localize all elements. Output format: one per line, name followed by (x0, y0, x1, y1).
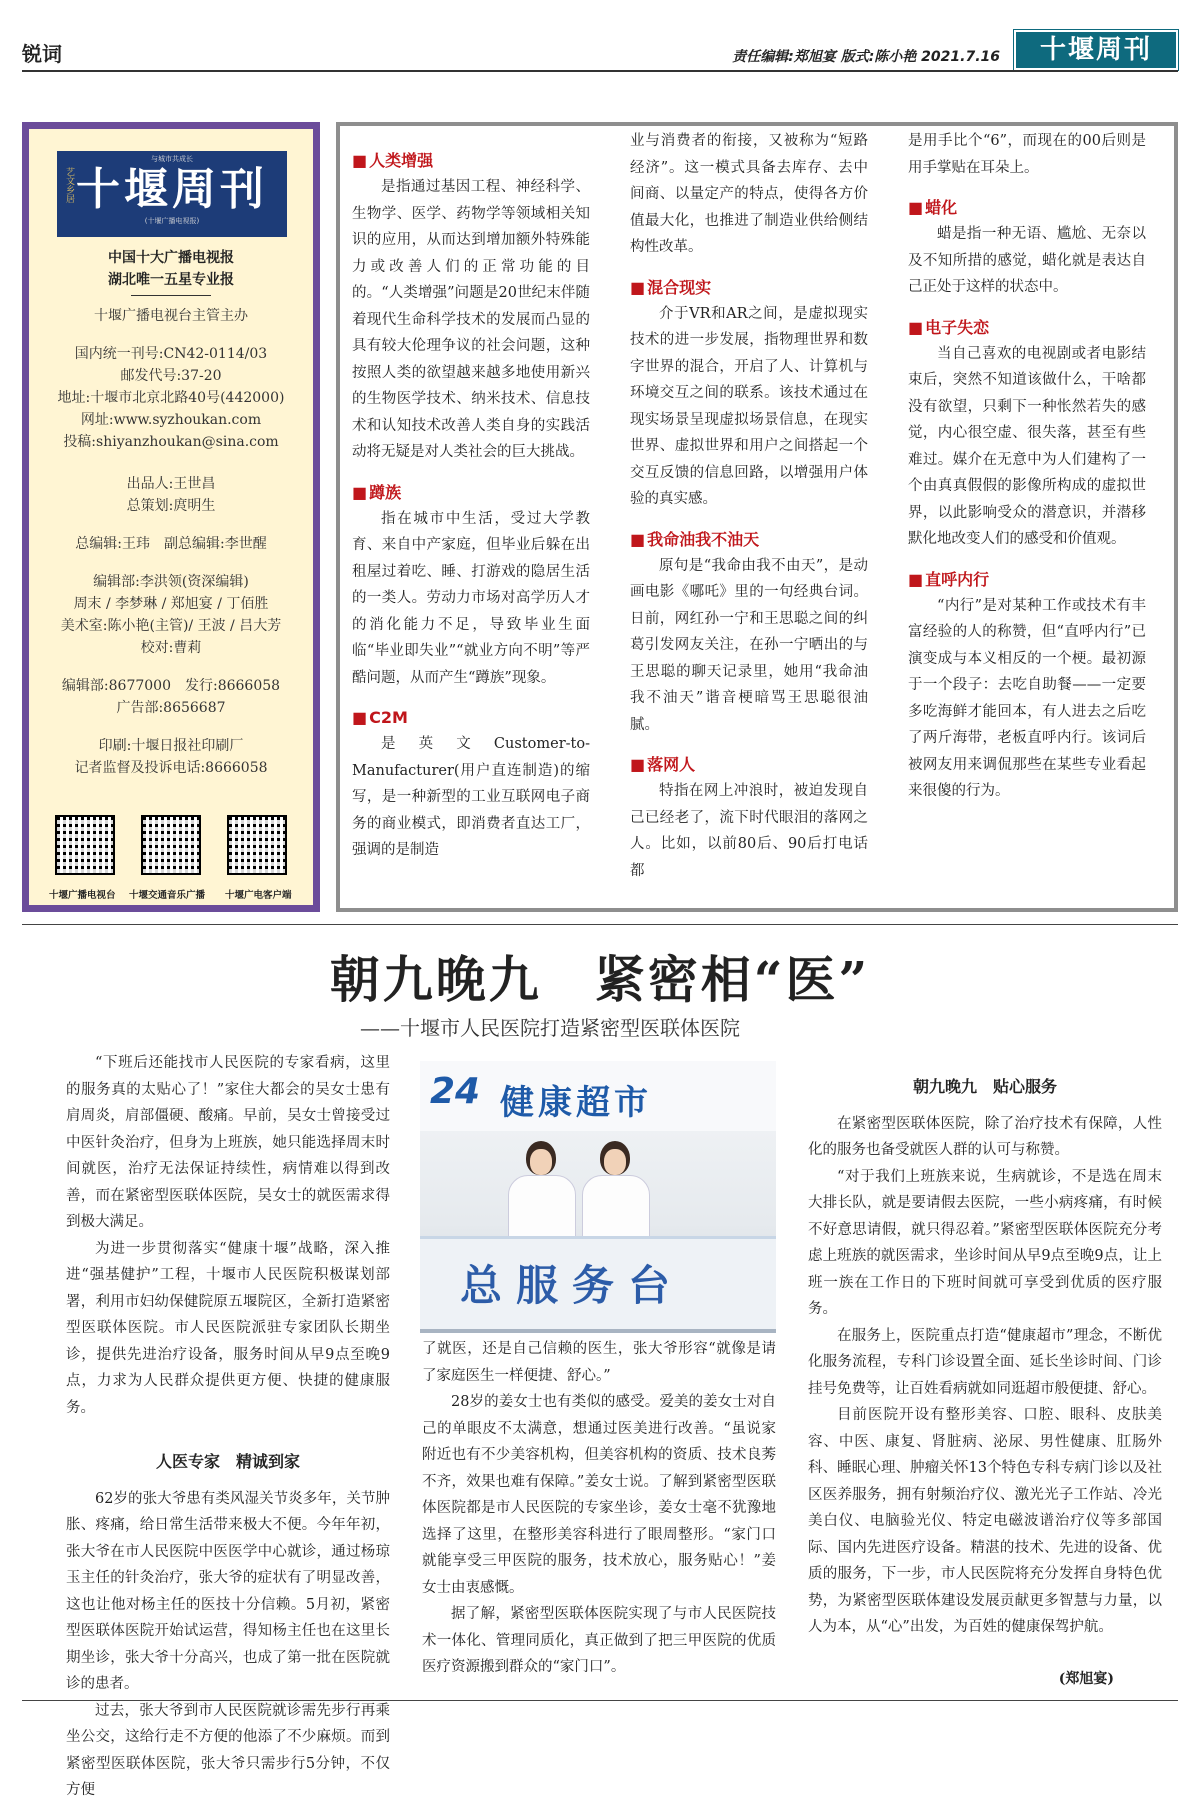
info-line: 总编辑:王玮 副总编辑:李世醒 (75, 536, 267, 552)
glossary-text: 是指通过基因工程、神经科学、生物学、医学、药物学等领域相关知识的应用，从而达到增加额外特殊能力或改善人们的正常功能的目的。“人类增强”问题是20世纪末伴随着现代生命科学技术的发展而凸显的具有较大伦理争议的社会问题，这种按照人类的欲望越来越多地使用新兴的生物医学技术、纳米技术、信息技术和认知技术改善人类自身的实践活动将无疑是对人类社会的巨大挑战。 (352, 179, 590, 460)
qr-code-icon[interactable] (227, 815, 287, 875)
glossary-text: 介于VR和AR之间，是虚拟现实技术的进一步发展，指物理世界和数字世界的混合，开启了人、计算机与环境交互之间的联系。该技术通过在现实场景呈现虚拟场景信息，在现实世界、虚拟世界和用户之间搭起一个交互反馈的信息回路，以增强用户体验的真实感。 (630, 305, 868, 507)
info-line: 美术室:陈小艳(主管)/ 王波 / 吕大芳 (60, 618, 282, 634)
article-paragraph: “对于我们上班族来说，生病就诊，不是选在周末大排长队，就是要请假去医院，一些小病疼痛，有时候不好意思请假，就只得忍着。”紧密型医联体医院充分考虑上班族的就医需求，坐诊时间从早9点至晚9点，让上班一族在工作日的下班时间就可享受到优质的医疗服务。 (808, 1168, 1162, 1317)
tagline-1: 中国十大广播电视报 (108, 250, 234, 266)
article-paragraph: 在服务上，医院重点打造“健康超市”理念，不断优化服务流程，专科门诊设置全面、延长坐诊时间、门诊挂号免费等，让百姓看病就如同逛超市般便捷、舒心。 (808, 1327, 1162, 1397)
section-heading: 人医专家 精诚到家 (155, 1452, 300, 1471)
article-paragraph: 目前医院开设有整形美容、口腔、眼科、皮肤美容、中医、康复、肾脏病、泌尿、男性健康、肛肠外科、睡眠心理、肿瘤关怀13个特色专科专病门诊以及社区医养服务，拥有射频治疗仪、激光光子工作站、冷光美白仪、电脑验光仪、特定电磁波谱治疗仪等多部国际、国内先进医疗设备。精湛的技术、先进的设备、优质的服务，下一步，市人民医院将充分发挥自身特色优势，为紧密型医联体建设发展贡献更多智慧与力量，以人为本，从“心”出发，为百姓的健康保驾护航。 (808, 1407, 1162, 1635)
info-line: 出品人:王世昌 (126, 476, 216, 492)
glossary-term: ■ 蜡化 (908, 195, 1146, 221)
glossary-text: 业与消费者的衔接，又被称为“短路经济”。这一模式具备去库存、去中间商、以量定产的特点，使得各方价值最大化，也推进了制造业供给侧结构性改革。 (630, 133, 868, 255)
glossary-text: “内行”是对某种工作或技术有丰富经验的人的称赞，但“直呼内行”已演变成与本义相反的一个梗。最初源于一个段子：去吃自助餐——一定要多吃海鲜才能回本，有人进去之后吃了两斤海带，老板直呼内行。该词后被网友用来调侃那些在某些专业看起来很傻的行为。 (908, 597, 1146, 799)
masthead-title: 十堰周刊 (76, 164, 268, 215)
article-top-rule (22, 924, 1178, 925)
article-paragraph: 在紧密型医联体医院，除了治疗技术有保障，人性化的服务也备受就医人群的认可与称赞。 (808, 1115, 1162, 1158)
glossary-text: 蜡是指一种无语、尴尬、无奈以及不知所措的感觉，蜡化就是表达自己正处于这样的状态中。 (908, 226, 1146, 295)
info-line: 邮发代号:37-20 (120, 368, 222, 384)
info-line: 广告部:8656687 (116, 700, 226, 716)
masthead-box (22, 122, 320, 912)
tagline-2: 湖北唯一五星专业报 (108, 272, 234, 288)
article-paragraph: 过去，张大爷到市人民医院就诊需先步行再乘坐公交，这给行走不方便的他添了不少麻烦。而到紧密型医联体医院，张大爷只需步行5分钟，不仅方便 (66, 1702, 390, 1798)
author-byline: (郑旭宴) (1058, 1671, 1114, 1687)
glossary-term: ■ 人类增强 (352, 148, 590, 174)
article-paragraph: 28岁的姜女士也有类似的感受。爱美的姜女士对自己的单眼皮不太满意，想通过医美进行改善。“虽说家附近也有不少美容机构，但美容机构的资质、技术良莠不齐，效果也难有保障。”姜女士说。了解到紧密型医联体医院都是市人民医院的专家坐诊，姜女士毫不犹豫地选择了这里，在整形美容科进行了眼周整形。“家门口就能享受三甲医院的服务，技术放心，服务贴心！”姜女士由衷感慨。 (422, 1394, 776, 1596)
article-headline: 朝九晚九 紧密相“医” (329, 950, 871, 1009)
article-paragraph: 62岁的张大爷患有类风湿关节炎多年，关节肿胀、疼痛，给日常生活带来极大不便。今年年初，张大爷在市人民医院中医医学中心就诊，通过杨琼玉主任的针灸治疗，张大爷的症状有了明显改善，这也让他对杨主任的医技十分信赖。5月初，紧密型医联体医院开始试运营，得知杨主任也在这里长期坐诊，张大爷十分高兴，也成了第一批在医院就诊的患者。 (66, 1490, 390, 1692)
article-subhead: ——十堰市人民医院打造紧密型医联体医院 (360, 1016, 740, 1040)
glossary-column-2 (630, 128, 868, 884)
email-link[interactable]: 投稿:shiyanzhoukan@sina.com (63, 434, 279, 450)
article-paragraph: “下班后还能找市人民医院的专家看病，这里的服务真的太贴心了！”家住大都会的吴女士患有肩周炎，肩部僵硬、酸痛。早前，吴女士曾接受过中医针灸治疗，但身为上班族，她只能选择周末时间就医，治疗无法保证持续性，病情难以得到改善，而在紧密型医联体医院，吴女士的就医需求得到极大满足。 (66, 1055, 390, 1230)
editor-credits: 责任编辑:郑旭宴 版式:陈小艳 2021.7.16 (732, 49, 1000, 65)
glossary-text: 是用手比个“6”，而现在的00后则是用手掌贴在耳朵上。 (908, 133, 1146, 176)
section-title: 锐词 (22, 42, 62, 66)
masthead-slogan: 与城市共成长 (151, 155, 193, 163)
service-desk (420, 1236, 776, 1333)
divider (131, 295, 211, 296)
nurse-figure (580, 1141, 650, 1251)
glossary-term: ■ 直呼内行 (908, 567, 1146, 593)
masthead-logo (57, 151, 287, 237)
qr-caption: 十堰广电客户端 (225, 890, 292, 901)
glossary-term: ■ 我命油我不油天 (630, 527, 868, 553)
service-desk-sign: 总服务台 (460, 1261, 685, 1310)
header-rule (22, 70, 1178, 72)
article-photo (420, 1061, 776, 1333)
glossary-text: 当自己喜欢的电视剧或者电影结束后，突然不知道该做什么，干啥都没有欲望，只剩下一种怅然若失的感觉，内心很空虚、很失落，甚至有些难过。媒介在无意中为人们建构了一个由真真假假的影像所构成的虚拟世界，以此影响受众的潜意识，并潜移默化地改变人们的感受和价值观。 (908, 345, 1146, 547)
24-hour-badge: 24 (430, 1071, 481, 1112)
glossary-term: ■ 混合现实 (630, 275, 868, 301)
glossary-text: 是英文Customer-to-Manufacturer(用户直连制造)的缩写，是一种新型的工业互联网电子商务的商业模式，即消费者直达工厂，强调的是制造 (352, 736, 590, 858)
article-paragraph: 了就医，还是自己信赖的医生，张大爷形容“就像是请了家庭医生一样便捷、舒心。” (422, 1341, 776, 1384)
section-heading: 朝九晚九 贴心服务 (912, 1077, 1057, 1096)
masthead-side-text: 艺文乡居 (64, 167, 74, 203)
article-column-middle (422, 1336, 776, 1681)
glossary-term: ■ 落网人 (630, 752, 868, 778)
article-column-left (66, 1050, 390, 1804)
glossary-term: ■ 蹲族 (352, 480, 590, 506)
info-line: 校对:曹莉 (140, 640, 202, 656)
glossary-text: 原句是“我命由我不由天”，是动画电影《哪吒》里的一句经典台词。日前，网红孙一宁和王思聪之间的纠葛引发网友关注，在孙一宁晒出的与王思聪的聊天记录里，她用“我命油我不油天”谐音梗暗骂王思聪很油腻。 (630, 557, 868, 733)
info-line: 国内统一刊号:CN42-0114/03 (74, 346, 268, 362)
article-paragraph: 为进一步贯彻落实“健康十堰”战略，深入推进“强基健护”工程，十堰市人民医院积极谋划部署，利用市妇幼保健院原五堰院区，全新打造紧密型医联体医院。市人民医院派驻专家团队长期坐诊，提供先进治疗设备，服务时间从早9点至晚9点，力求为人民群众提供更方便、快捷的健康服务。 (66, 1240, 390, 1416)
health-market-sign: 健康超市 (500, 1083, 652, 1123)
glossary-term: ■ C2M (352, 705, 590, 731)
glossary-text: 特指在网上冲浪时，被迫发现自己已经老了，流下时代眼泪的落网之人。比如，以前80后、90后打电话都 (630, 783, 868, 879)
info-line: 记者监督及投诉电话:8666058 (74, 760, 268, 776)
nurse-figure (506, 1141, 576, 1251)
qr-code-icon[interactable] (55, 815, 115, 875)
qr-code-icon[interactable] (141, 815, 201, 875)
glossary-column-3 (908, 128, 1146, 805)
glossary-term: ■ 电子失恋 (908, 315, 1146, 341)
glossary-text: 指在城市中生活，受过大学教育、来自中产家庭，但毕业后躲在出租屋过着吃、睡、打游戏的隐居生活的一类人。劳动力市场对高学历人才的消化能力不足，导致毕业生面临“毕业即失业”“就业方向不明”等严酷问题，从而产生“蹲族”现象。 (352, 510, 590, 686)
glossary-column-1 (352, 148, 590, 864)
info-line: 印刷:十堰日报社印刷厂 (98, 738, 244, 754)
header-logo: 十堰周刊 (1014, 30, 1178, 70)
info-line: 地址:十堰市北京北路40号(442000) (57, 390, 285, 406)
info-line: 编辑部:李洪领(资深编辑) (93, 574, 249, 590)
info-line: 编辑部:8677000 发行:8666058 (61, 678, 281, 694)
masthead-subtitle: (十堰广播电视报) (144, 217, 200, 225)
info-line: 周末 / 李梦琳 / 郑旭宴 / 丁佰胜 (73, 596, 269, 612)
article-column-right (808, 1074, 1162, 1641)
photo-sign (420, 1061, 776, 1131)
qr-caption: 十堰交通音乐广播 (129, 890, 206, 901)
sponsor: 十堰广播电视台主管主办 (94, 308, 248, 324)
glossary-box (336, 122, 1178, 912)
photo-bottom-bar (420, 1329, 776, 1333)
qr-caption: 十堰广播电视台 (49, 890, 116, 901)
info-line: 总策划:庹明生 (126, 498, 216, 514)
website-link[interactable]: 网址:www.syzhoukan.com (80, 412, 262, 428)
article-bottom-rule (22, 1700, 1178, 1701)
article-paragraph: 据了解，紧密型医联体医院实现了与市人民医院技术一体化、管理同质化，真正做到了把三甲医院的优质医疗资源搬到群众的“家门口”。 (422, 1606, 776, 1675)
